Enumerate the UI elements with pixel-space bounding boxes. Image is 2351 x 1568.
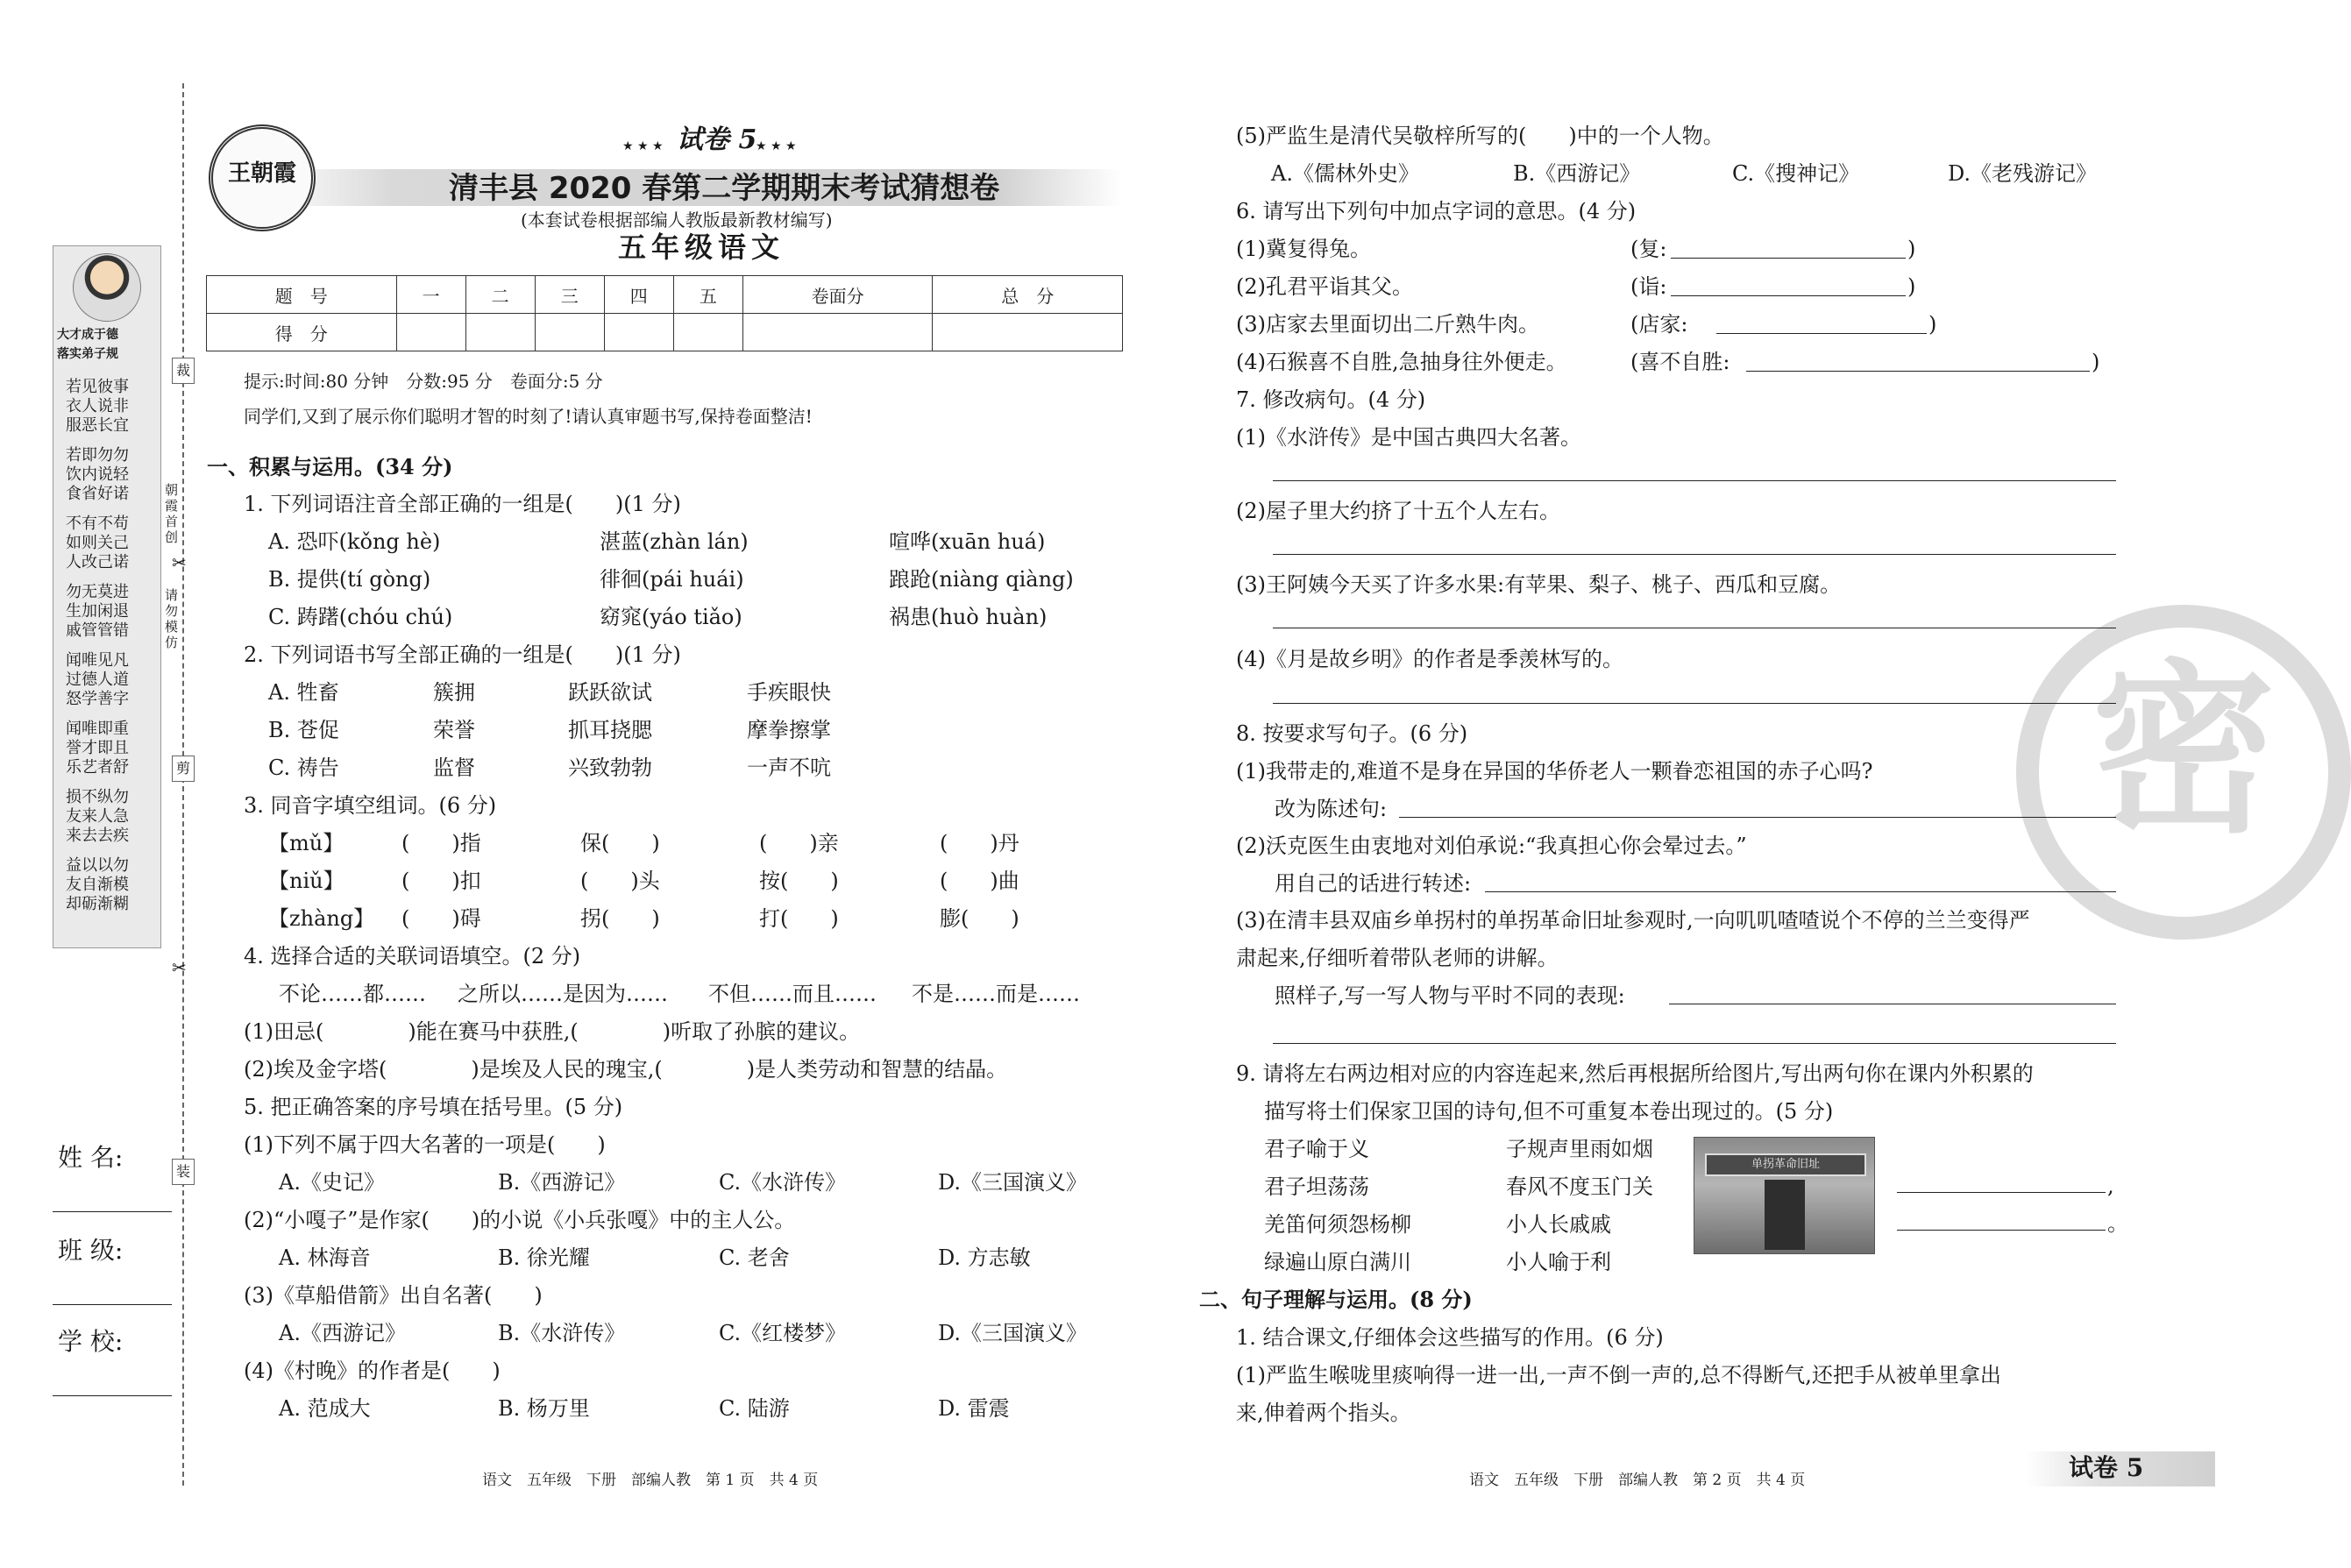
motto-row: 若即勿勿 bbox=[66, 446, 129, 465]
q5-4-opt-a: A. 范成大 bbox=[279, 1396, 371, 1421]
q4-sentence-2: (2)埃及金字塔( )是埃及人民的瑰宝,( )是人类劳动和智慧的结晶。 bbox=[244, 1057, 1008, 1082]
cut-mark-2: 剪 bbox=[172, 756, 195, 782]
s2-q1-sentence-a: (1)严监生喉咙里痰响得一进一出,一声不倒一声的,总不得断气,还把手从被单里拿出 bbox=[1236, 1363, 2001, 1387]
q4-option-4: 不是……而是…… bbox=[912, 982, 1080, 1006]
q5-2-opt-c: C. 老舍 bbox=[719, 1245, 790, 1270]
q9-right-4: 小人喻于利 bbox=[1506, 1250, 1611, 1274]
q3-r2-4: ( )曲 bbox=[940, 869, 1019, 893]
q9-left-4: 绿遍山原白满川 bbox=[1264, 1250, 1411, 1274]
q5-5-opt-c: C.《搜神记》 bbox=[1732, 161, 1860, 186]
q4-option-1: 不论……都…… bbox=[279, 982, 426, 1006]
scissor-icon-1: ✂ bbox=[172, 552, 187, 573]
score-input[interactable] bbox=[535, 314, 604, 351]
q7-1-answer-line[interactable] bbox=[1273, 480, 2116, 481]
q3-r3-2: 拐( ) bbox=[580, 906, 660, 931]
class-label: 班 级: bbox=[58, 1236, 124, 1265]
tip-line-1: 提示:时间:80 分钟 分数:95 分 卷面分:5 分 bbox=[244, 371, 603, 392]
q8-1-answer-line[interactable] bbox=[1399, 817, 2116, 818]
school-field[interactable] bbox=[53, 1395, 172, 1396]
score-table-header-row bbox=[207, 276, 1123, 314]
q6-2-close: ) bbox=[1907, 274, 1916, 299]
q5-1-opt-a: A.《史记》 bbox=[279, 1170, 385, 1195]
q3-r3-3: 打( ) bbox=[759, 906, 839, 931]
mascot-icon bbox=[73, 253, 141, 322]
score-input[interactable] bbox=[933, 314, 1123, 351]
revolutionary-site-photo bbox=[1694, 1137, 1875, 1254]
q7-4-sentence: (4)《月是故乡明》的作者是季羡林写的。 bbox=[1236, 647, 1623, 671]
motto-row: 服恶长宜 bbox=[66, 416, 129, 435]
name-label: 姓 名: bbox=[58, 1143, 124, 1172]
q9-answer-line-1[interactable] bbox=[1897, 1192, 2106, 1193]
motto-row: 友来人急 bbox=[66, 807, 129, 826]
q8-3-answer-line-2[interactable] bbox=[1273, 1043, 2116, 1044]
motto-row: 乐艺者舒 bbox=[66, 758, 129, 777]
q8-3-requirement: 照样子,写一写人物与平时不同的表现: bbox=[1275, 983, 1625, 1008]
q8-3-sentence-a: (3)在清丰县双庙乡单拐村的单拐革命旧址参观时,一向叽叽喳喳说个不停的兰兰变得严 bbox=[1236, 908, 2030, 933]
q1-c3: 祸患(huò huàn) bbox=[889, 605, 1048, 629]
q6-3-key: (店家: bbox=[1630, 312, 1688, 337]
score-input[interactable] bbox=[604, 314, 673, 351]
q5-3-opt-d: D.《三国演义》 bbox=[938, 1321, 1088, 1345]
q1-b1: B. 提供(tí gòng) bbox=[268, 567, 431, 592]
subject-title: 五年级语文 bbox=[618, 231, 785, 264]
motto-row: 勿无莫进 bbox=[66, 583, 129, 601]
q1-stem: 1. 下列词语注音全部正确的一组是( )(1 分) bbox=[244, 492, 681, 516]
q9-answer-end-1: , bbox=[2107, 1174, 2114, 1198]
motto-row: 饮内说轻 bbox=[66, 465, 129, 484]
q5-1-question: (1)下列不属于四大名著的一项是( ) bbox=[244, 1132, 606, 1157]
q1-b3: 踉跄(niàng qiàng) bbox=[889, 567, 1074, 592]
q3-stem: 3. 同音字填空组词。(6 分) bbox=[244, 793, 497, 818]
motto-row: 食省好诺 bbox=[66, 485, 129, 503]
q2-c3: 兴致勃勃 bbox=[568, 756, 652, 780]
q5-1-opt-d: D.《三国演义》 bbox=[938, 1170, 1088, 1195]
star-decoration-left: ★ ★ ★ bbox=[622, 139, 664, 153]
q5-2-opt-d: D. 方志敏 bbox=[938, 1245, 1031, 1270]
q2-b4: 摩拳擦掌 bbox=[747, 718, 831, 742]
q7-3-sentence: (3)王阿姨今天买了许多水果:有苹果、梨子、桃子、西瓜和豆腐。 bbox=[1236, 572, 1842, 597]
q2-a3: 跃跃欲试 bbox=[568, 680, 652, 705]
q6-2-sentence: (2)孔君平诣其父。 bbox=[1236, 274, 1413, 299]
q6-3-sentence: (3)店家去里面切出二斤熟牛肉。 bbox=[1236, 312, 1539, 337]
q9-right-1: 子规声里雨如烟 bbox=[1506, 1137, 1653, 1161]
score-cell: 卷面分 bbox=[742, 276, 933, 314]
q5-2-opt-b: B. 徐光耀 bbox=[498, 1245, 590, 1270]
q5-3-opt-b: B.《水浒传》 bbox=[498, 1321, 626, 1345]
q8-stem: 8. 按要求写句子。(6 分) bbox=[1236, 721, 1468, 746]
q9-answer-line-2[interactable] bbox=[1897, 1230, 2106, 1231]
q2-b2: 荣誉 bbox=[433, 718, 475, 742]
motto-row: 过德人道 bbox=[66, 670, 129, 689]
school-label: 学 校: bbox=[58, 1327, 124, 1356]
q6-1-sentence: (1)冀复得兔。 bbox=[1236, 237, 1371, 261]
photo-gate: 单拐革命旧址 bbox=[1705, 1153, 1866, 1176]
score-input[interactable] bbox=[673, 314, 742, 351]
q7-2-sentence: (2)屋子里大约挤了十五个人左右。 bbox=[1236, 499, 1560, 523]
cut-line bbox=[182, 83, 184, 1486]
q6-stem: 6. 请写出下列句中加点字词的意思。(4 分) bbox=[1236, 199, 1637, 223]
q5-5-opt-d: D.《老残游记》 bbox=[1948, 161, 2098, 186]
q6-4-sentence: (4)石猴喜不自胜,急抽身往外便走。 bbox=[1236, 350, 1567, 374]
q5-4-opt-d: D. 雷震 bbox=[938, 1396, 1010, 1421]
cut-mark-3: 装 bbox=[172, 1159, 195, 1185]
motto-row: 闻唯见凡 bbox=[66, 651, 129, 670]
q7-4-answer-line[interactable] bbox=[1273, 703, 2116, 704]
q1-a1: A. 恐吓(kǒng hè) bbox=[268, 529, 441, 554]
q6-4-answer-field[interactable] bbox=[1746, 371, 2090, 372]
tip-line-2: 同学们,又到了展示你们聪明才智的时刻了!请认真审题书写,保持卷面整洁! bbox=[244, 406, 813, 427]
q2-b3: 抓耳挠腮 bbox=[568, 718, 652, 742]
score-cell: 一 bbox=[396, 276, 465, 314]
vertical-label-1: 朝霞首创 bbox=[165, 482, 179, 545]
q6-3-close: ) bbox=[1928, 312, 1937, 337]
sidebar-motto-panel bbox=[53, 245, 161, 948]
q6-2-key: (诣: bbox=[1630, 274, 1667, 299]
footer-badge-text: 试卷 5 bbox=[2069, 1453, 2144, 1482]
q2-c4: 一声不吭 bbox=[747, 756, 831, 780]
motto-row: 却砺渐糊 bbox=[66, 895, 129, 913]
score-cell: 得 分 bbox=[207, 314, 397, 351]
q8-3-sentence-b: 肃起来,仔细听着带队老师的讲解。 bbox=[1236, 946, 1559, 970]
q5-4-opt-b: B. 杨万里 bbox=[498, 1396, 590, 1421]
motto-row: 损不纵勿 bbox=[66, 788, 129, 806]
q1-a2: 湛蓝(zhàn lán) bbox=[600, 529, 749, 554]
motto-row: 友自渐模 bbox=[66, 876, 129, 894]
score-cell: 四 bbox=[604, 276, 673, 314]
q3-r2-2: ( )头 bbox=[580, 869, 660, 893]
q5-3-opt-a: A.《西游记》 bbox=[279, 1321, 406, 1345]
section2-heading: 二、句子理解与运用。(8 分) bbox=[1199, 1287, 1473, 1312]
q3-r3-pinyin: 【zhàng】 bbox=[268, 906, 375, 931]
scissor-icon-2: ✂ bbox=[172, 957, 187, 978]
q4-stem: 4. 选择合适的关联词语填空。(2 分) bbox=[244, 944, 581, 968]
q5-4-question: (4)《村晚》的作者是( ) bbox=[244, 1359, 501, 1383]
s2-q1-stem: 1. 结合课文,仔细体会这些描写的作用。(6 分) bbox=[1236, 1325, 1664, 1350]
photo-doorway bbox=[1765, 1180, 1805, 1250]
q7-stem: 7. 修改病句。(4 分) bbox=[1236, 387, 1426, 412]
q6-1-close: ) bbox=[1907, 237, 1916, 261]
motto-row: 如则关己 bbox=[66, 534, 129, 552]
exam-subtitle: (本套试卷根据部编人教版最新教材编写) bbox=[521, 209, 833, 231]
exam-title: 清丰县 2020 春第二学期期末考试猜想卷 bbox=[449, 171, 1000, 206]
q2-a4: 手疾眼快 bbox=[747, 680, 831, 705]
motto-text-block bbox=[66, 378, 153, 914]
motto-row: 闻唯即重 bbox=[66, 720, 129, 738]
score-input[interactable] bbox=[396, 314, 465, 351]
q1-c1: C. 踌躇(chóu chú) bbox=[268, 605, 453, 629]
s2-q1-sentence-b: 来,伸着两个指头。 bbox=[1236, 1401, 1411, 1425]
q6-3-answer-field[interactable] bbox=[1716, 333, 1927, 334]
q9-stem-1: 9. 请将左右两边相对应的内容连起来,然后再根据所给图片,写出两句你在课内外积累的 bbox=[1236, 1061, 2034, 1086]
q5-2-opt-a: A. 林海音 bbox=[279, 1245, 371, 1270]
q6-1-answer-field[interactable] bbox=[1671, 258, 1906, 259]
q8-1-requirement: 改为陈述句: bbox=[1275, 797, 1388, 821]
score-input[interactable] bbox=[742, 314, 933, 351]
motto-row: 若见彼事 bbox=[66, 378, 129, 396]
q4-option-3: 不但……而且…… bbox=[708, 982, 877, 1006]
q9-left-3: 羌笛何须怨杨柳 bbox=[1264, 1212, 1411, 1237]
q7-1-sentence: (1)《水浒传》是中国古典四大名著。 bbox=[1236, 425, 1581, 450]
logo-text: 王朝霞 bbox=[227, 160, 296, 187]
motto-row: 誉才即且 bbox=[66, 739, 129, 757]
score-cell: 三 bbox=[535, 276, 604, 314]
motto-row: 人改己诺 bbox=[66, 553, 129, 571]
score-cell: 五 bbox=[673, 276, 742, 314]
q5-5-question: (5)严监生是清代吴敬梓所写的( )中的一个人物。 bbox=[1236, 124, 1724, 148]
q3-r1-3: ( )亲 bbox=[759, 831, 839, 855]
q2-c1: C. 祷告 bbox=[268, 756, 339, 780]
score-cell: 题 号 bbox=[207, 276, 397, 314]
star-decoration-right: ★ ★ ★ bbox=[756, 139, 797, 153]
q8-1-sentence: (1)我带走的,难道不是身在异国的华侨老人一颗眷恋祖国的赤子心吗? bbox=[1236, 759, 1873, 784]
q8-2-requirement: 用自己的话进行转述: bbox=[1275, 871, 1472, 896]
logo-seal bbox=[209, 124, 316, 231]
q3-r3-4: 膨( ) bbox=[940, 906, 1019, 931]
q6-1-key: (复: bbox=[1630, 237, 1667, 261]
motto-1: 大才成于德 bbox=[57, 328, 118, 342]
q6-4-key: (喜不自胜: bbox=[1630, 350, 1730, 374]
q5-3-question: (3)《草船借箭》出自名著( ) bbox=[244, 1283, 543, 1308]
motto-row: 益以以勿 bbox=[66, 856, 129, 875]
section1-heading: 一、积累与运用。(34 分) bbox=[207, 454, 453, 479]
q3-r1-1: ( )指 bbox=[401, 831, 481, 855]
score-cell: 总 分 bbox=[933, 276, 1123, 314]
motto-row: 怒学善字 bbox=[66, 690, 129, 708]
motto-row: 戚管管错 bbox=[66, 621, 129, 640]
q3-r1-4: ( )丹 bbox=[940, 831, 1019, 855]
q3-r3-1: ( )碍 bbox=[401, 906, 481, 931]
q9-answer-end-2: 。 bbox=[2107, 1211, 2128, 1236]
q1-b2: 徘徊(pái huái) bbox=[600, 567, 744, 592]
q8-2-sentence: (2)沃克医生由衷地对刘伯承说:“我真担心你会晕过去。” bbox=[1236, 834, 1747, 858]
q8-2-answer-line[interactable] bbox=[1485, 891, 2116, 892]
q9-stem-2: 描写将士们保家卫国的诗句,但不可重复本卷出现过的。(5 分) bbox=[1264, 1099, 1834, 1124]
name-field[interactable] bbox=[53, 1211, 172, 1212]
q5-1-opt-b: B.《西游记》 bbox=[498, 1170, 626, 1195]
motto-row: 生加闲退 bbox=[66, 602, 129, 621]
q2-stem: 2. 下列词语书写全部正确的一组是( )(1 分) bbox=[244, 642, 681, 667]
q5-3-opt-c: C.《红楼梦》 bbox=[719, 1321, 847, 1345]
q9-right-3: 小人长戚戚 bbox=[1506, 1212, 1611, 1237]
q5-1-opt-c: C.《水浒传》 bbox=[719, 1170, 847, 1195]
q5-5-opt-a: A.《儒林外史》 bbox=[1271, 161, 1419, 186]
q5-2-question: (2)“小嘎子”是作家( )的小说《小兵张嘎》中的主人公。 bbox=[244, 1208, 796, 1232]
q3-r1-2: 保( ) bbox=[580, 831, 660, 855]
score-table bbox=[206, 275, 1123, 351]
q9-left-2: 君子坦荡荡 bbox=[1264, 1174, 1369, 1199]
q5-stem: 5. 把正确答案的序号填在括号里。(5 分) bbox=[244, 1095, 623, 1119]
q9-right-2: 春风不度玉门关 bbox=[1506, 1174, 1653, 1199]
q3-r2-1: ( )扣 bbox=[401, 869, 481, 893]
footer-right: 语文 五年级 下册 部编人教 第 2 页 共 4 页 bbox=[1469, 1472, 1806, 1489]
motto-row: 不有不苟 bbox=[66, 514, 129, 533]
class-field[interactable] bbox=[53, 1304, 172, 1305]
score-input[interactable] bbox=[465, 314, 535, 351]
q5-4-opt-c: C. 陆游 bbox=[719, 1396, 790, 1421]
q3-r1-pinyin: 【mǔ】 bbox=[268, 831, 344, 855]
cut-mark-1: 裁 bbox=[172, 358, 195, 384]
score-cell: 二 bbox=[465, 276, 535, 314]
q6-4-close: ) bbox=[2092, 350, 2100, 374]
motto-2: 落实弟子规 bbox=[57, 347, 118, 361]
vertical-label-2: 请勿模仿 bbox=[165, 587, 179, 650]
q2-a1: A. 牲畜 bbox=[268, 680, 339, 705]
score-table-score-row bbox=[207, 314, 1123, 351]
q2-b1: B. 苍促 bbox=[268, 718, 339, 742]
q9-left-1: 君子喻于义 bbox=[1264, 1137, 1369, 1161]
q1-c2: 窈窕(yáo tiǎo) bbox=[600, 605, 742, 629]
q3-r2-3: 按( ) bbox=[759, 869, 839, 893]
paper-number: 试卷 5 bbox=[677, 124, 757, 155]
q2-a2: 簇拥 bbox=[433, 680, 475, 705]
q2-c2: 监督 bbox=[433, 756, 475, 780]
q3-r2-pinyin: 【niǔ】 bbox=[268, 869, 344, 893]
q6-2-answer-field[interactable] bbox=[1671, 295, 1906, 296]
motto-row: 衣人说非 bbox=[66, 397, 129, 415]
footer-left: 语文 五年级 下册 部编人教 第 1 页 共 4 页 bbox=[482, 1472, 819, 1489]
motto-row: 来去去疾 bbox=[66, 827, 129, 845]
q5-5-opt-b: B.《西游记》 bbox=[1513, 161, 1641, 186]
q7-2-answer-line[interactable] bbox=[1273, 554, 2116, 555]
q1-a3: 喧哗(xuān huá) bbox=[889, 529, 1046, 554]
q4-option-2: 之所以……是因为…… bbox=[458, 982, 668, 1006]
q4-sentence-1: (1)田忌( )能在赛马中获胜,( )听取了孙膑的建议。 bbox=[244, 1019, 861, 1044]
confidential-watermark: 密 bbox=[2016, 605, 2351, 940]
